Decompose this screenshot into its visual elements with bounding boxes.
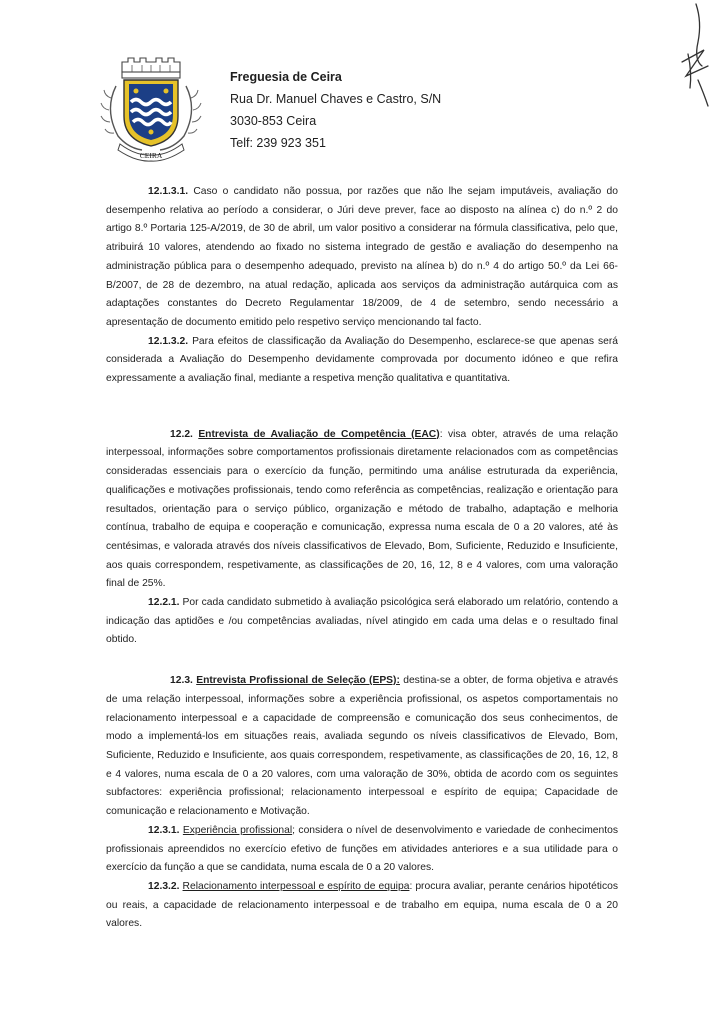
paragraph-12-2-1	[106, 594, 618, 650]
section-title: Experiência profissional	[182, 824, 293, 836]
section-number: 12.2.1.	[148, 597, 180, 609]
letterhead	[230, 66, 441, 154]
paragraph-12-2	[106, 426, 618, 594]
address-street: Rua Dr. Manuel Chaves e Castro, S/N	[230, 92, 442, 106]
paragraph-12-3-1	[106, 822, 618, 878]
paragraph-12-3	[106, 672, 618, 822]
paragraph-12-1-3-1	[106, 183, 618, 333]
section-number: 12.3.1.	[148, 824, 180, 836]
section-number: 12.1.3.2.	[148, 335, 189, 347]
section-text: ; considera o nível de desenvolvimento e variedade de conhecimentos profissionais apreendidos no exercício efetivo de funções em atividades anteriores e a sua utilidade para o exercício da função a que se candidata, numa escala de 0 a 20 valores.	[106, 824, 618, 874]
section-number: 12.1.3.1.	[148, 186, 189, 197]
section-number: 12.3.2.	[148, 880, 180, 892]
section-text: Caso o candidato não possua, por razões que não lhe sejam imputáveis, avaliação do desempenho relativa ao período a considerar, o Júri deve prever, face ao disposto na alínea c) do n.º 2 do artigo 8.º Portaria 125-A/2019, de 30 de abril, um valor positivo a considerar na fórmula classificativa, pelo que, atribuirá 10 valores, atendendo ao fixado no sistema integrado de gestão e avaliação do desempenho na administração pública para o desempenho adequado, previsto na alínea b) do n.º 4 do artigo 50.º da Lei 66-B/2007, de 28 de dezembro, na atual redação, aplicada aos serviços da administração autárquica com as adaptações constantes do Decreto Regulamentar 18/2009, de 4 de setembro, sendo necessário a apresentação de documento emitido pelo respetivo serviço mencionando tal facto.	[106, 186, 618, 328]
section-text: : visa obter, através de uma relação interpessoal, informações sobre comportamentos profissionais diretamente relacionados com as competências consideradas essenciais para o exercício da função, permitindo uma análise estruturada da experiência, qualificações e motivações profissionais, tendo como referência as competências, realização e orientação para resultados, orientação para o serviço público, organização e método de trabalho, adaptação e melhoria contínua, trabalho de equipa e cooperação e comunicação, expressa numa escala de 0 a 20 valores, até às centésimas, e valorada através dos níveis classificativos de Elevado, Bom, Suficiente, Reduzido e Insuficiente, aos quais correspondem, respetivamente, as classificações de 20, 16, 12, 8 e 4 valores, com uma valoração final de 25%.	[106, 428, 619, 590]
org-name: Freguesia de Ceira	[230, 70, 342, 84]
section-number: 12.3.	[170, 675, 193, 687]
document-body	[106, 183, 618, 934]
section-text: : procura avaliar, perante cenários hipotéticos ou reais, a capacidade de relacionamento interpessoal e de trabalho em equipa, numa escala de 0 a 20 valores.	[106, 880, 618, 930]
section-text: Para efeitos de classificação da Avaliação do Desempenho, esclarece-se que apenas será considerada a Avaliação do Desempenho devidamente comprovada por documento idóneo e que refira expressamente a avaliação final, mediante a respetiva menção qualitativa e quantitativa.	[106, 335, 618, 385]
address-postal: 3030-853 Ceira	[230, 114, 317, 128]
section-title: Entrevista Profissional de Seleção (EPS):	[196, 675, 400, 687]
handwritten-signature	[668, 2, 718, 110]
section-title: Relacionamento interpessoal e espírito de equipa	[182, 880, 410, 892]
section-text: destina-se a obter, de forma objetiva e através de uma relação interpessoal, informações sobre a experiência profissional, os aspetos comportamentais no relacionamento interpessoal e a capacidade de compreensão e comunicação dos seus conhecimentos, de modo a implementá-los em situações reais, avaliada segundo os níveis classificativos de Elevado, Bom, Suficiente, Reduzido e Insuficiente, aos quais correspondem, respetivamente, as classificações de 20, 16, 12, 8 e 4 valores, numa escala de 0 a 20 valores, com uma valoração de 30%, obtida de acordo com os seguintes subfactores: experiência profissional; relacionamento interpessoal e espírito de equipa; Capacidade de comunicação e relacionamento e Motivação.	[106, 675, 618, 818]
phone-number: Telf: 239 923 351	[230, 136, 326, 150]
section-title: Entrevista de Avaliação de Competência (EAC)	[198, 428, 440, 440]
coat-of-arms-logo	[96, 50, 206, 162]
crest-motto: CEIRA	[139, 151, 163, 160]
paragraph-12-1-3-2	[106, 333, 618, 389]
section-number: 12.2.	[170, 428, 193, 440]
section-text: Por cada candidato submetido à avaliação psicológica será elaborado um relatório, contendo a indicação das aptidões e /ou competências avaliadas, nível atingido em cada uma delas e o resultado final obtido.	[106, 597, 618, 646]
paragraph-12-3-2	[106, 878, 618, 934]
